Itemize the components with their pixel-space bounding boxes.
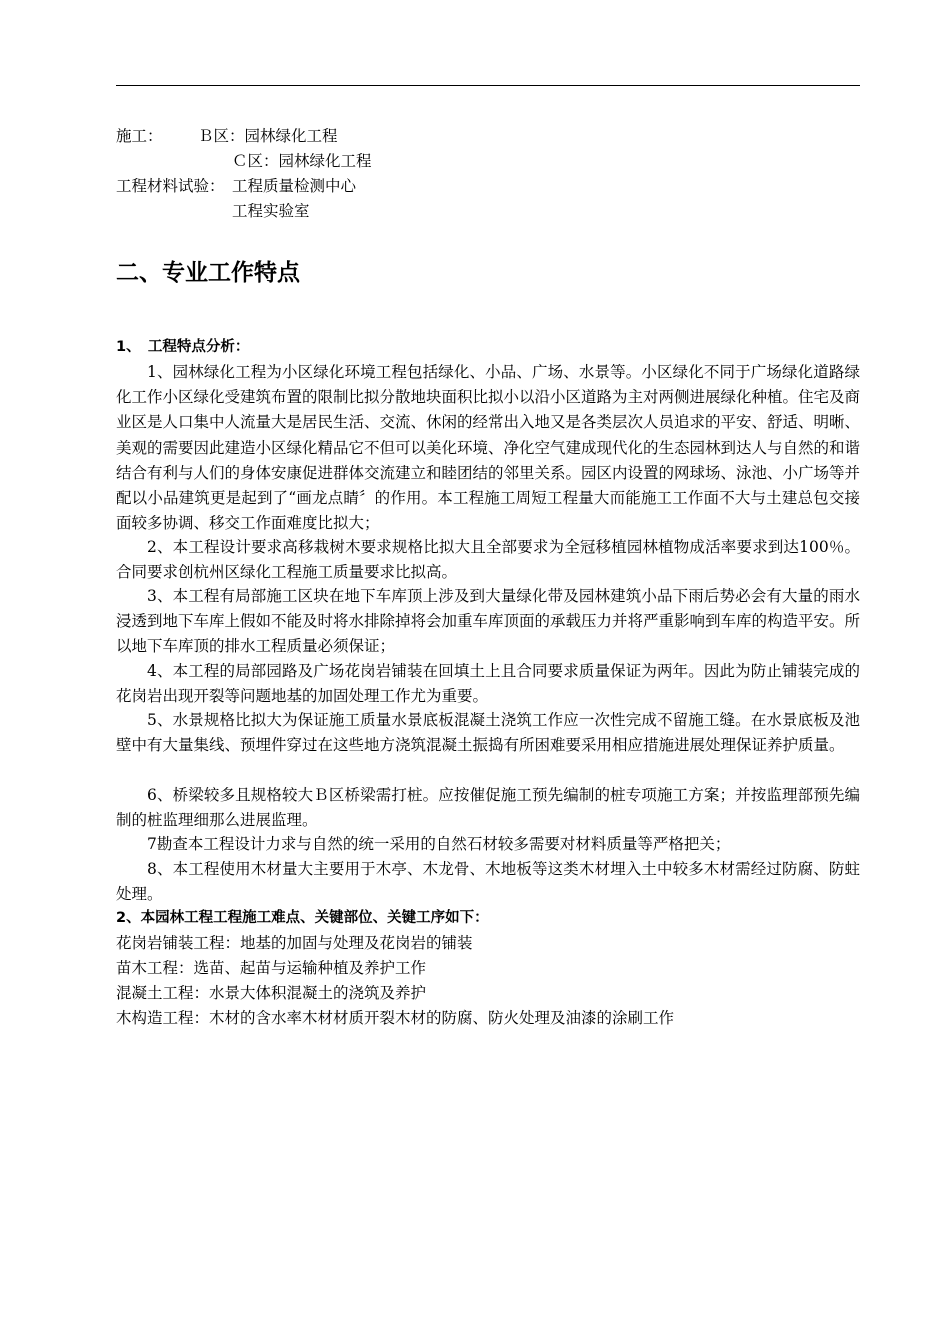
key-item-2: 苗木工程：选苗、起苗与运输种植及养护工作 xyxy=(116,959,427,977)
point-7: 7勘查本工程设计力求与自然的统一采用的自然石材较多需要对材料质量等严格把关； xyxy=(147,835,731,853)
material-label: 工程材料试验： xyxy=(116,177,225,195)
key-item-4: 木构造工程：木材的含水率木材材质开裂木材的防腐、防火处理及油漆的涂刷工作 xyxy=(116,1009,675,1027)
material-line-1: 工程质量检测中心 xyxy=(232,177,357,195)
material-line-2: 工程实验室 xyxy=(232,202,310,220)
key-item-3: 混凝土工程：水景大体积混凝土的浇筑及养护 xyxy=(116,984,427,1002)
construction-label: 施工： xyxy=(116,127,163,145)
point-3: 3、本工程有局部施工区块在地下车库顶上涉及到大量绿化带及园林建筑小品下雨后势必会有大量的雨水浸透到地下车库上假如不能及时将水排除掉将会加重车库顶面的承载压力并将严重影响到车库的构造平安。所以地下车库顶的排水工程质量必须保证； xyxy=(116,587,861,656)
point-1: 1、园林绿化工程为小区绿化环境工程包括绿化、小品、广场、水景等。小区绿化不同于广场绿化道路绿化工作小区绿化受建筑布置的限制比拟分散地块面积比拟小以沿小区道路为主对两侧进展绿化种植。住宅及商业区是人口集中人流量大是居民生活、交流、休闲的经常出入地又是各类层次人员追求的平安、舒适、明晰、美观的需要因此建造小区绿化精品它不但可以美化环境、净化空气建成现代化的生态园林到达人与自然的和谐结合有利与人们的身体安康促进群体交流建立和睦团结的邻里关系。园区内设置的网球场、泳池、小广场等并配以小品建筑更是起到了“画龙点睛〞的作用。本工程施工周短工程量大而能施工工作面不大与土建总包交接面较多协调、移交工作面难度比拟大； xyxy=(116,363,861,533)
header-rule xyxy=(116,85,860,86)
subsection-title-1: 1、 工程特点分析： xyxy=(116,339,250,355)
b-zone-line: Ｂ区：园林绿化工程 xyxy=(198,127,338,145)
point-5: 5、水景规格比拟大为保证施工质量水景底板混凝土浇筑工作应一次性完成不留施工缝。在水景底板及池壁中有大量集线、预埋件穿过在这些地方浇筑混凝土振捣有所困难要采用相应措施进展处理保证养护质量。 xyxy=(116,711,860,755)
key-item-1: 花岗岩铺装工程：地基的加固与处理及花岗岩的铺装 xyxy=(116,934,473,952)
point-2: 2、本工程设计要求高移栽树木要求规格比拟大且全部要求为全冠移植园林植物成活率要求到达100％。合同要求创杭州区绿化工程施工质量要求比拟高。 xyxy=(116,538,860,582)
point-4: 4、本工程的局部园路及广场花岗岩铺装在回填土上且合同要求质量保证为两年。因此为防止铺装完成的花岗岩出现开裂等问题地基的加固处理工作尤为重要。 xyxy=(116,662,860,706)
section-title: 二、专业工作特点 xyxy=(116,260,300,286)
point-8: 8、本工程使用木材量大主要用于木亭、木龙骨、木地板等这类木材埋入土中较多木材需经过防腐、防蛀处理。 xyxy=(116,860,860,904)
point-6: 6、桥梁较多且规格较大Ｂ区桥梁需打桩。应按催促施工预先编制的桩专项施工方案；并按监理部预先编制的桩监理细那么进展监理。 xyxy=(116,786,860,830)
subsection-title-2: 2、本园林工程工程施工难点、关键部位、关键工序如下： xyxy=(116,910,489,926)
c-zone-line: Ｃ区：园林绿化工程 xyxy=(232,152,372,170)
